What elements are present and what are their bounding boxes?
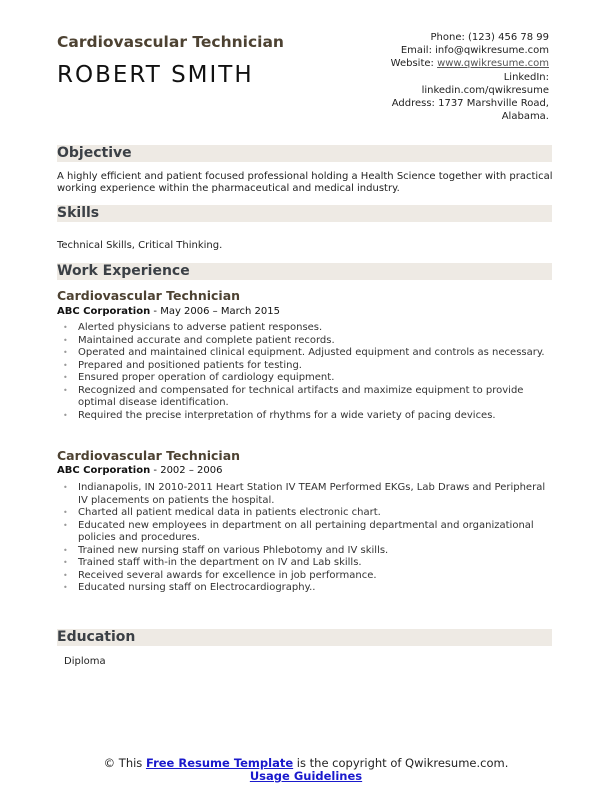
objective-heading: Objective xyxy=(57,145,132,161)
list-item: • Recognized and compensated for technical artifacts and maximize equipment to provide optimal disease identification. xyxy=(57,385,557,410)
list-item: • Indianapolis, IN 2010-2011 Heart Station IV TEAM Performed EKGs, Lab Draws and Peripheral IV placements on patients the hospital. xyxy=(57,482,557,507)
list-item: • Charted all patient medical data in patients electronic chart. xyxy=(57,507,557,520)
job-2-company: ABC Corporation - 2002 – 2006 xyxy=(57,465,223,476)
list-item: • Received several awards for excellence in job performance. xyxy=(57,570,557,583)
list-item: • Required the precise interpretation of rhythms for a wide variety of pacing devices. xyxy=(57,410,557,423)
contact-email: Email: info@qwikresume.com xyxy=(400,45,549,57)
list-item: • Educated new employees in department on all pertaining departmental and organizational policies and procedures. xyxy=(57,520,557,545)
list-item: • Prepared and positioned patients for testing. xyxy=(57,360,557,373)
education-heading-band xyxy=(57,629,552,646)
list-item: • Trained staff with-in the department on IV and Lab skills. xyxy=(57,557,557,570)
list-item: • Educated nursing staff on Electrocardiography.. xyxy=(57,582,557,595)
skills-heading-band xyxy=(57,205,552,222)
job-title: Cardiovascular Technician xyxy=(57,33,284,51)
objective-heading-band xyxy=(57,145,552,162)
list-item: • Operated and maintained clinical equipment. Adjusted equipment and controls as necessary. xyxy=(57,347,557,360)
education-heading: Education xyxy=(57,629,136,645)
skills-text: Technical Skills, Critical Thinking. xyxy=(57,240,223,251)
free-resume-template-link[interactable]: Free Resume Template xyxy=(145,756,294,770)
list-item: • Maintained accurate and complete patient records. xyxy=(57,335,557,348)
contact-linkedin-label: LinkedIn: xyxy=(503,71,549,83)
job-2-bullets xyxy=(57,482,557,595)
job-1-bullets xyxy=(57,322,557,422)
list-item: • Alerted physicians to adverse patient responses. xyxy=(57,322,557,335)
contact-website: Website: www.qwikresume.com xyxy=(390,58,549,70)
contact-info xyxy=(349,31,549,123)
footer: © This Free Resume Template is the copyright of Qwikresume.com. Usage Guidelines xyxy=(103,756,509,783)
contact-address: Address: 1737 Marshville Road, xyxy=(391,98,549,110)
list-item: • Trained new nursing staff on various Phlebotomy and IV skills. xyxy=(57,545,557,558)
candidate-name: ROBERT SMITH xyxy=(57,62,254,88)
job-1-title: Cardiovascular Technician xyxy=(57,288,241,303)
job-2-title: Cardiovascular Technician xyxy=(57,448,241,463)
skills-heading: Skills xyxy=(57,205,100,221)
objective-text: A highly efficient and patient focused professional holding a Health Science together with practical working experience within the pharmaceutical and medical industry. xyxy=(57,171,553,194)
education-text: Diploma xyxy=(64,656,106,667)
work-heading: Work Experience xyxy=(57,263,190,279)
job-1-company: ABC Corporation - May 2006 – March 2015 xyxy=(57,306,280,317)
work-heading-band xyxy=(57,263,552,280)
contact-linkedin: linkedin.com/qwikresume xyxy=(421,84,549,96)
usage-guidelines-link[interactable]: Usage Guidelines xyxy=(249,769,363,783)
contact-phone: Phone: (123) 456 78 99 xyxy=(430,32,549,43)
contact-address-2: Alabama. xyxy=(501,111,549,123)
website-link[interactable]: www.qwikresume.com xyxy=(437,58,549,70)
list-item: • Ensured proper operation of cardiology equipment. xyxy=(57,372,557,385)
